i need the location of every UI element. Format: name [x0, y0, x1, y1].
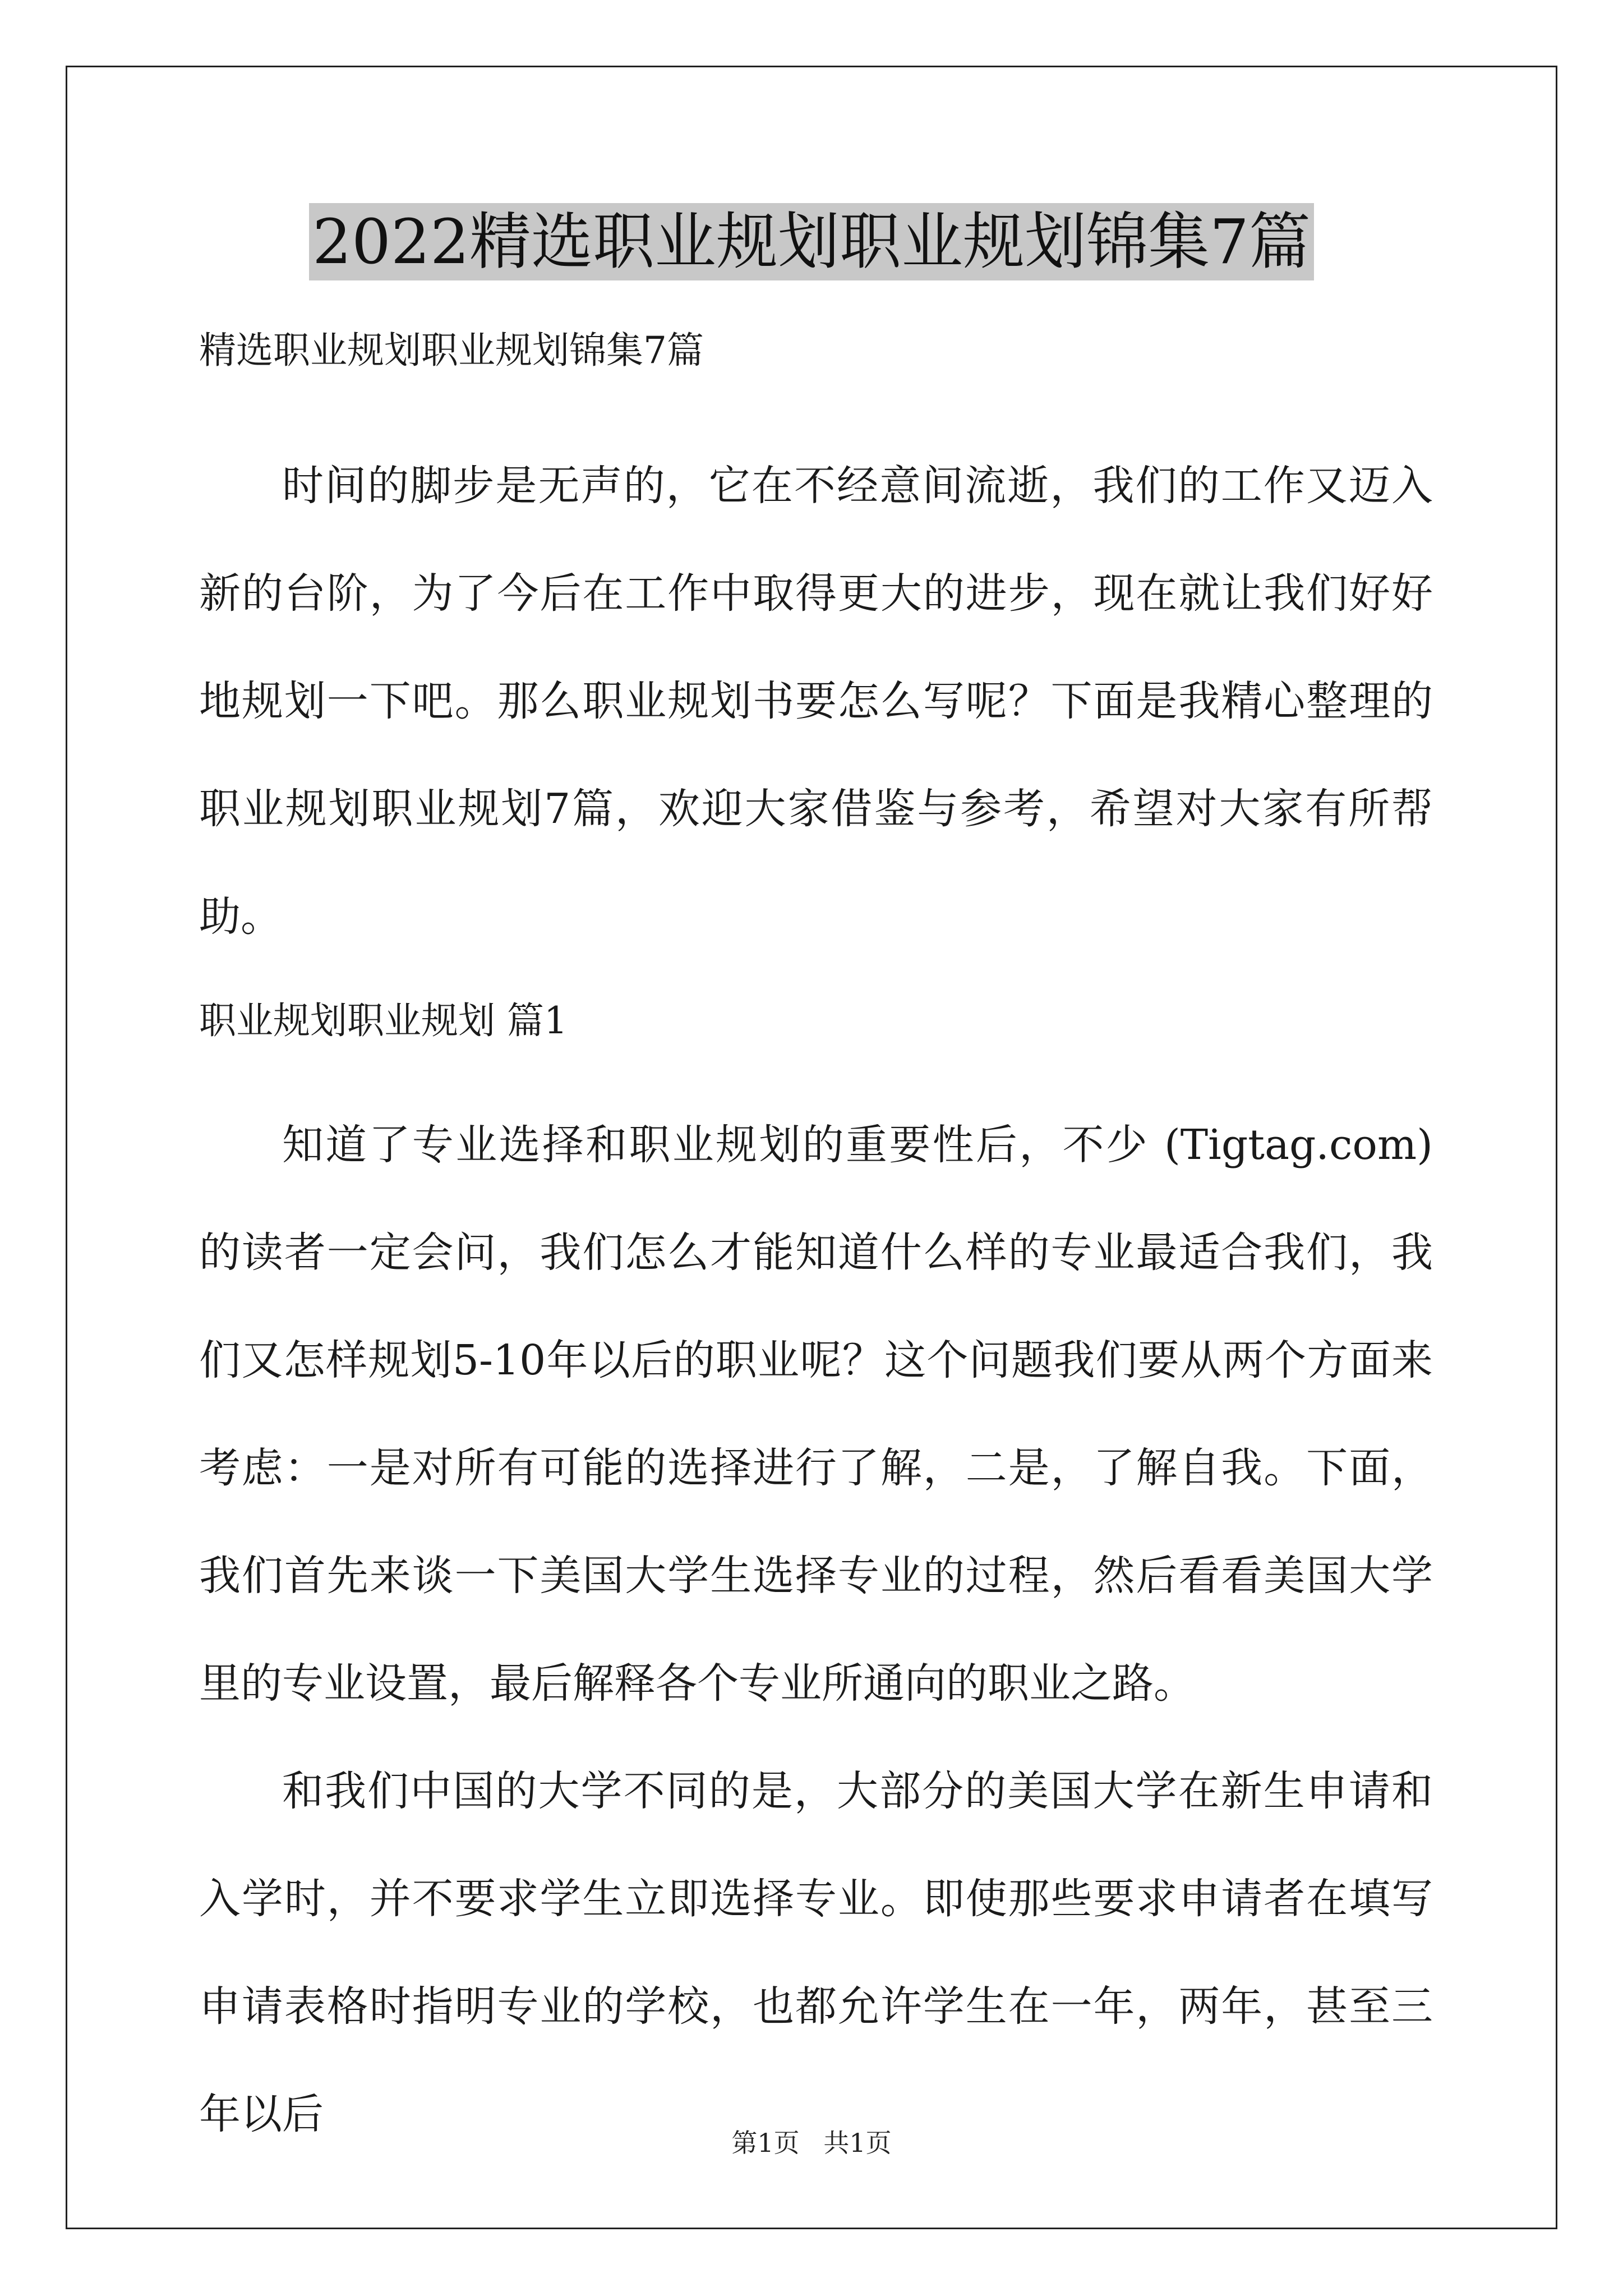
subtitle	[199, 323, 1433, 379]
body-paragraph-1: 知道了专业选择和职业规划的重要性后，不少 (Tigtag.com) 的读者一定会问，我们怎么才能知道什么样的专业最适合我们，我们又怎样规划5-10年以后的职业呢？这个问题我们要从两个方面来考虑：一是对所有可能的选择进行了解，二是，了解自我。下面，我们首先来谈一下美国大学生选择专业的过程，然后看看美国大学里的专业设置，最后解释各个专业所通向的职业之路。	[199, 1121, 1433, 1708]
intro-section	[199, 432, 1433, 970]
section-heading	[199, 993, 1433, 1049]
page-number: 第1页	[731, 2128, 800, 2158]
intro-paragraph: 时间的脚步是无声的，它在不经意间流逝，我们的工作又迈入新的台阶，为了今后在工作中取得更大的进步，现在就让我们好好地规划一下吧。那么职业规划书要怎么写呢？下面是我精心整理的职业规划职业规划7篇，欢迎大家借鉴与参考，希望对大家有所帮助。	[199, 462, 1433, 941]
page-total: 共1页	[823, 2128, 892, 2158]
document-title	[0, 203, 1623, 280]
section-body	[199, 1091, 1433, 2168]
page-footer	[0, 2126, 1623, 2160]
body-paragraph-2: 和我们中国的大学不同的是，大部分的美国大学在新生申请和入学时，并不要求学生立即选择专业。即使那些要求申请者在填写申请表格时指明专业的学校，也都允许学生在一年，两年，甚至三年以后	[199, 1767, 1433, 2138]
section-heading-text: 职业规划职业规划 篇1	[199, 999, 568, 1042]
subtitle-text: 精选职业规划职业规划锦集7篇	[199, 329, 704, 372]
document-title-text: 2022精选职业规划职业规划锦集7篇	[309, 203, 1314, 280]
